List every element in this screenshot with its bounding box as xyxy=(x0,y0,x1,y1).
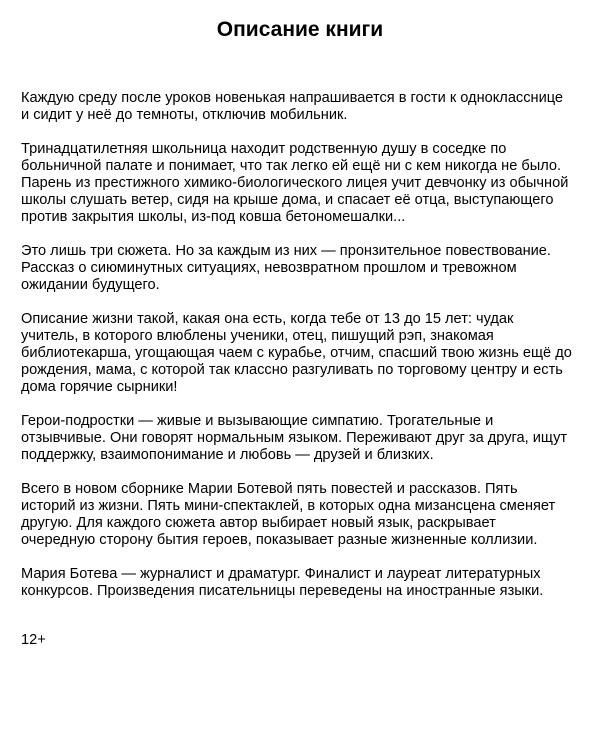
paragraph-2: Тринадцатилетняя школьница находит родственную душу в соседке по больничной палате и понимает, что так легко ей ещё ни с кем никогда не было. Парень из престижного химико-биологического лицея учит девчонку из обычной школы слушать ветер, сидя на крыше дома, и спасает её отца, выступающего против закрытия школы, из-под ковша бетономешалки... xyxy=(21,141,569,225)
age-rating: 12+ xyxy=(21,632,46,648)
paragraph-3: Это лишь три сюжета. Но за каждым из них — пронзительное повествование. Рассказ о сиюминутных ситуациях, невозвратном прошлом и тревожном ожидании будущего. xyxy=(21,243,551,293)
page-title: Описание книги xyxy=(216,18,384,41)
paragraph-4: Описание жизни такой, какая она есть, когда тебе от 13 до 15 лет: чудак учитель, в которого влюблены ученики, отец, пишущий рэп, знакомая библиотекарша, угощающая чаем с курабье, отчим, спасший твою жизнь ещё до рождения, мама, с которой так классно разгуливать по торговому центру и есть дома горячие сырники! xyxy=(21,311,572,395)
description-body xyxy=(21,90,581,617)
paragraph-1: Каждую среду после уроков новенькая напрашивается в гости к однокласснице и сидит у неё до темноты, отключив мобильник. xyxy=(21,90,564,123)
paragraph-5: Герои-подростки — живые и вызывающие симпатию. Трогательные и отзывчивые. Они говорят нормальным языком. Переживают друг за друга, ищут поддержку, взаимопонимание и любовь — друзей и близких. xyxy=(21,413,568,463)
paragraph-7: Мария Ботева — журналист и драматург. Финалист и лауреат литературных конкурсов. Произведения писательницы переведены на иностранные языки. xyxy=(21,566,544,599)
paragraph-6: Всего в новом сборнике Марии Ботевой пять повестей и рассказов. Пять историй из жизни. Пять мини-спектаклей, в которых одна мизансцена сменяет другую. Для каждого сюжета автор выбирает новый язык, раскрывает очередную сторону бытия героев, показывает разные жизненные коллизии. xyxy=(21,481,556,548)
